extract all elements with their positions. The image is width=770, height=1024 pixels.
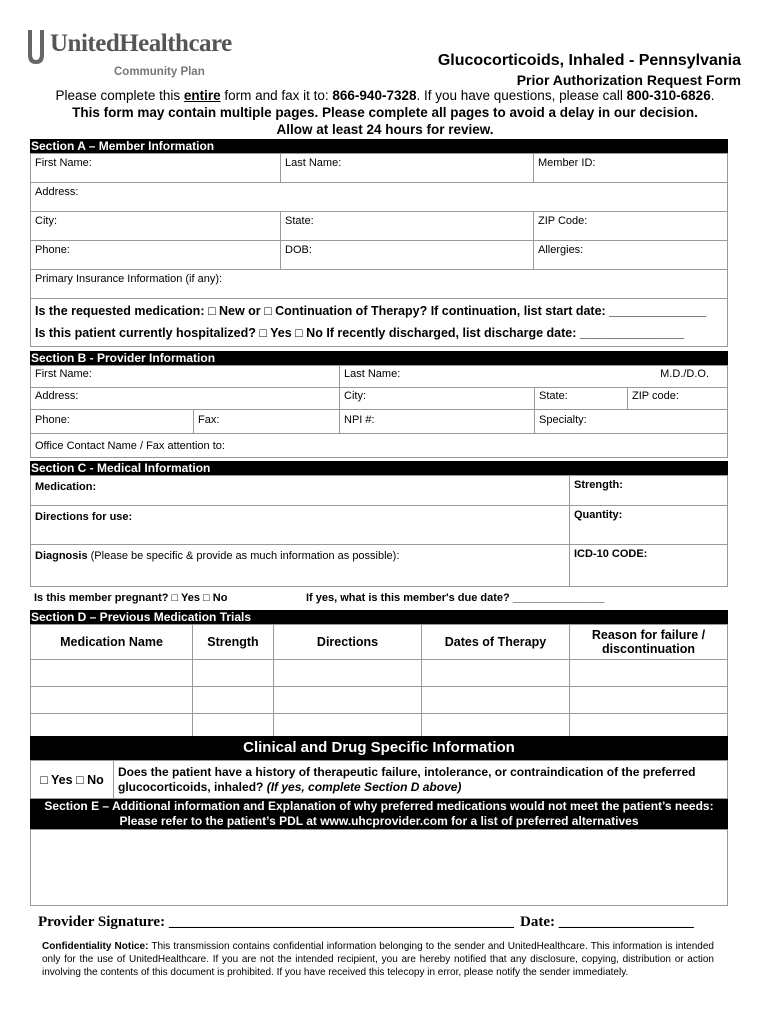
- office-contact-field[interactable]: Office Contact Name / Fax attention to:: [31, 434, 728, 458]
- icd10-field[interactable]: ICD-10 CODE:: [570, 545, 728, 587]
- instructions-line2: This form may contain multiple pages. Please complete all pages to avoid a delay in our decision.: [72, 105, 698, 120]
- provider-npi-field[interactable]: NPI #:: [340, 410, 535, 434]
- trial-cell[interactable]: [274, 660, 422, 687]
- section-c-table: [30, 475, 728, 587]
- section-a-header: Section A – Member Information: [30, 139, 728, 153]
- confidentiality-notice: Confidentiality Notice: This transmission contains confidential information belonging to the sender and UnitedHealthcare. This information is intended only for the use of UnitedHealthcare. If you are not the intended recipient, you are hereby notified that any disclosure, copying, distribution or action involving the contents of this document is prohibited. If you have received this telecopy in error, please notify the sender immediately.: [42, 941, 714, 978]
- provider-fax-field[interactable]: Fax:: [194, 410, 340, 434]
- member-zip-field[interactable]: ZIP Code:: [534, 212, 728, 241]
- provider-address-field[interactable]: Address:: [31, 388, 340, 410]
- provider-specialty-field[interactable]: Specialty:: [535, 410, 728, 434]
- additional-info-textarea[interactable]: [30, 829, 728, 906]
- section-c-header: Section C - Medical Information: [30, 461, 728, 475]
- instructions-line3: Allow at least 24 hours for review.: [276, 122, 494, 137]
- form-title: Glucocorticoids, Inhaled - Pennsylvania: [437, 52, 741, 69]
- section-d-header: Section D – Previous Medication Trials: [30, 610, 728, 624]
- strength-field[interactable]: Strength:: [570, 476, 728, 506]
- table-row: [31, 660, 728, 687]
- trial-cell[interactable]: [31, 687, 193, 714]
- member-dob-field[interactable]: DOB:: [281, 241, 534, 270]
- medication-field[interactable]: Medication:: [31, 476, 570, 506]
- provider-city-field[interactable]: City:: [340, 388, 535, 410]
- clinical-question: Does the patient have a history of therapeutic failure, intolerance, or contraindication of the preferred glucocorticoids, inhaled? (If yes, complete Section D above): [114, 761, 728, 799]
- member-city-field[interactable]: City:: [31, 212, 281, 241]
- diagnosis-field[interactable]: Diagnosis (Please be specific & provide as much information as possible):: [31, 545, 570, 587]
- clinical-header: Clinical and Drug Specific Information: [30, 736, 728, 760]
- quantity-field[interactable]: Quantity:: [570, 506, 728, 545]
- trial-cell[interactable]: [570, 660, 728, 687]
- pregnant-question[interactable]: Is this member pregnant? □ Yes □ No: [34, 592, 228, 604]
- section-a-table: [30, 153, 728, 347]
- md-do-label: M.D./D.O.: [628, 366, 728, 388]
- member-address-field[interactable]: Address:: [31, 183, 728, 212]
- section-e-subtitle: Please refer to the patient’s PDL at www.uhcprovider.com for a list of preferred alternatives: [119, 814, 639, 828]
- section-b-table: [30, 365, 728, 458]
- col-strength: Strength: [193, 625, 274, 660]
- table-row: [31, 687, 728, 714]
- trial-cell[interactable]: [193, 687, 274, 714]
- previous-trials-table: [30, 624, 728, 741]
- section-e-header: [30, 799, 728, 829]
- col-dates-of-therapy: Dates of Therapy: [422, 625, 570, 660]
- logo-subtitle: Community Plan: [114, 66, 205, 78]
- provider-phone-field[interactable]: Phone:: [31, 410, 194, 434]
- trial-cell[interactable]: [570, 687, 728, 714]
- section-b-header: Section B - Provider Information: [30, 351, 728, 365]
- provider-zip-field[interactable]: ZIP code:: [628, 388, 728, 410]
- trial-cell[interactable]: [274, 687, 422, 714]
- form-subtitle: Prior Authorization Request Form: [516, 72, 741, 88]
- medication-status-question[interactable]: Is the requested medication: □ New or □ Continuation of Therapy? If continuation, list start date: ______________: [31, 299, 728, 323]
- instructions-line1: Please complete this entire form and fax it to: 866-940-7328. If you have questions, please call 800-310-6826.: [55, 88, 715, 103]
- trial-cell[interactable]: [193, 660, 274, 687]
- signature-date-line[interactable]: Date: __________________: [520, 914, 694, 930]
- col-medication-name: Medication Name: [31, 625, 193, 660]
- trial-cell[interactable]: [422, 660, 570, 687]
- due-date-question[interactable]: If yes, what is this member's due date? _______________: [306, 592, 605, 604]
- member-first-name-field[interactable]: First Name:: [31, 154, 281, 183]
- col-reason-for-failure: Reason for failure / discontinuation: [570, 625, 728, 660]
- provider-last-name-field[interactable]: Last Name:: [340, 366, 628, 388]
- provider-signature-line[interactable]: Provider Signature: ______________________________________________: [38, 914, 514, 930]
- provider-state-field[interactable]: State:: [535, 388, 628, 410]
- logo-name: UnitedHealthcare: [50, 30, 232, 57]
- member-state-field[interactable]: State:: [281, 212, 534, 241]
- provider-first-name-field[interactable]: First Name:: [31, 366, 340, 388]
- trial-cell[interactable]: [422, 687, 570, 714]
- clinical-table: [30, 760, 728, 799]
- clinical-yes-no[interactable]: □ Yes □ No: [31, 761, 114, 799]
- member-id-field[interactable]: Member ID:: [534, 154, 728, 183]
- hospitalized-question[interactable]: Is this patient currently hospitalized? □ Yes □ No If recently discharged, list discharge date: _______________: [31, 323, 728, 347]
- member-last-name-field[interactable]: Last Name:: [281, 154, 534, 183]
- directions-field[interactable]: Directions for use:: [31, 506, 570, 545]
- primary-insurance-field[interactable]: Primary Insurance Information (if any):: [31, 270, 728, 299]
- trial-cell[interactable]: [31, 660, 193, 687]
- member-phone-field[interactable]: Phone:: [31, 241, 281, 270]
- member-allergies-field[interactable]: Allergies:: [534, 241, 728, 270]
- section-e-title: Section E – Additional information and Explanation of why preferred medications would not meet the patient’s needs:: [44, 799, 714, 813]
- col-directions: Directions: [274, 625, 422, 660]
- uhc-u-icon: [26, 28, 46, 66]
